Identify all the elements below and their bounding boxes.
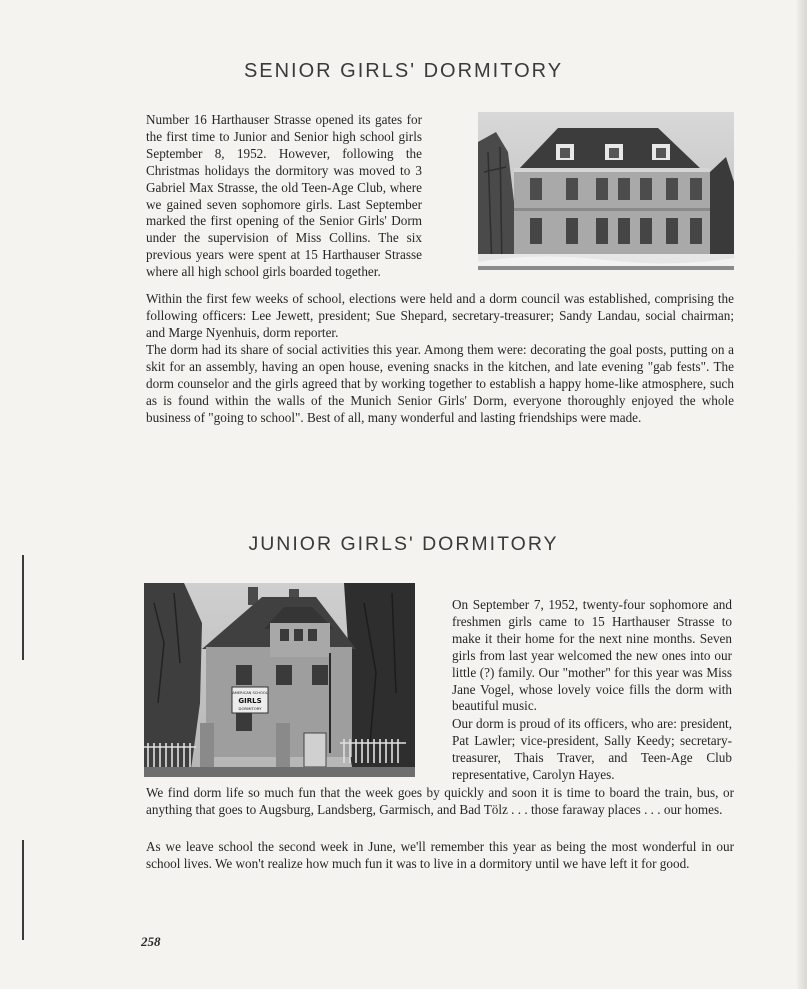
senior-house-image — [478, 112, 734, 270]
junior-dormitory-photo — [144, 583, 415, 777]
left-margin-scan-line — [22, 840, 24, 940]
senior-dormitory-heading: SENIOR GIRLS' DORMITORY — [243, 60, 564, 82]
page-edge-shadow — [797, 0, 807, 989]
sign-line-1: AMERICAN SCHOOL — [232, 691, 268, 695]
page-number: 258 — [141, 934, 161, 949]
senior-paragraph-2: Within the first few weeks of school, elections were held and a dorm council was established, comprising the following officers: Lee Jewett, president; Sue Shepard, secretary-treasurer; Sandy Landau, social chairman; and Marge Nyenhuis, dorm reporter. — [146, 291, 734, 340]
senior-paragraph-3: The dorm had its share of social activities this year. Among them were: decorating the goal posts, putting on a skit for an assembly, having an open house, evening snacks in the kitchen, and late evening "gab fests". The dorm counselor and the girls agreed that by working together to establish a happy home-like atmosphere, such as is found within the walls of the Munich Senior Girls' Dorm, everyone thoroughly enjoyed the whole business of "going to school". Best of all, many wonderful and lasting friendships were made. — [146, 342, 734, 425]
senior-dormitory-photo — [478, 112, 734, 270]
junior-paragraph-2: Our dorm is proud of its officers, who are: president, Pat Lawler; vice-president, Sally Keedy; secretary-treasurer, Thais Traver, and Teen-Age Club representative, Carolyn Hayes. — [452, 716, 732, 782]
junior-paragraph-3: We find dorm life so much fun that the week goes by quickly and soon it is time to board the train, bus, or anything that goes to Augsburg, Landsberg, Garmisch, and Bad Tölz . . . those faraway places . . . our homes. — [146, 785, 734, 817]
senior-paragraph-1: Number 16 Harthauser Strasse opened its gates for the first time to Junior and Senior high school girls September 8, 1952. However, following the Christmas holidays the dormitory was moved to 3 Gabriel Max Strasse, the old Teen-Age Club, where we gained seven sophomore girls. Last September marked the first opening of the Senior Girls' Dorm under the supervision of Miss Collins. The six previous years were spent at 15 Harthauser Strasse where all high school girls boarded together. — [146, 112, 422, 280]
junior-house-image — [144, 583, 415, 777]
sign-line-2: GIRLS — [238, 697, 262, 705]
junior-paragraph-4: As we leave school the second week in June, we'll remember this year as being the most wonderful in our school lives. We won't realize how much fun it was to live in a dormitory until we have left it for good. — [146, 839, 734, 871]
left-margin-scan-line — [22, 555, 24, 660]
sign-line-3: DORMITORY — [238, 706, 262, 711]
junior-paragraph-1: On September 7, 1952, twenty-four sophomore and freshmen girls came to 15 Harthauser Strasse to make it their home for the next nine months. Seven girls from last year welcomed the new ones into our little (?) family. Our "mother" for this year was Miss Jane Vogel, whose lovely voice fills the dorm with beautiful music. — [452, 597, 732, 714]
junior-dormitory-heading: JUNIOR GIRLS' DORMITORY — [248, 533, 559, 555]
